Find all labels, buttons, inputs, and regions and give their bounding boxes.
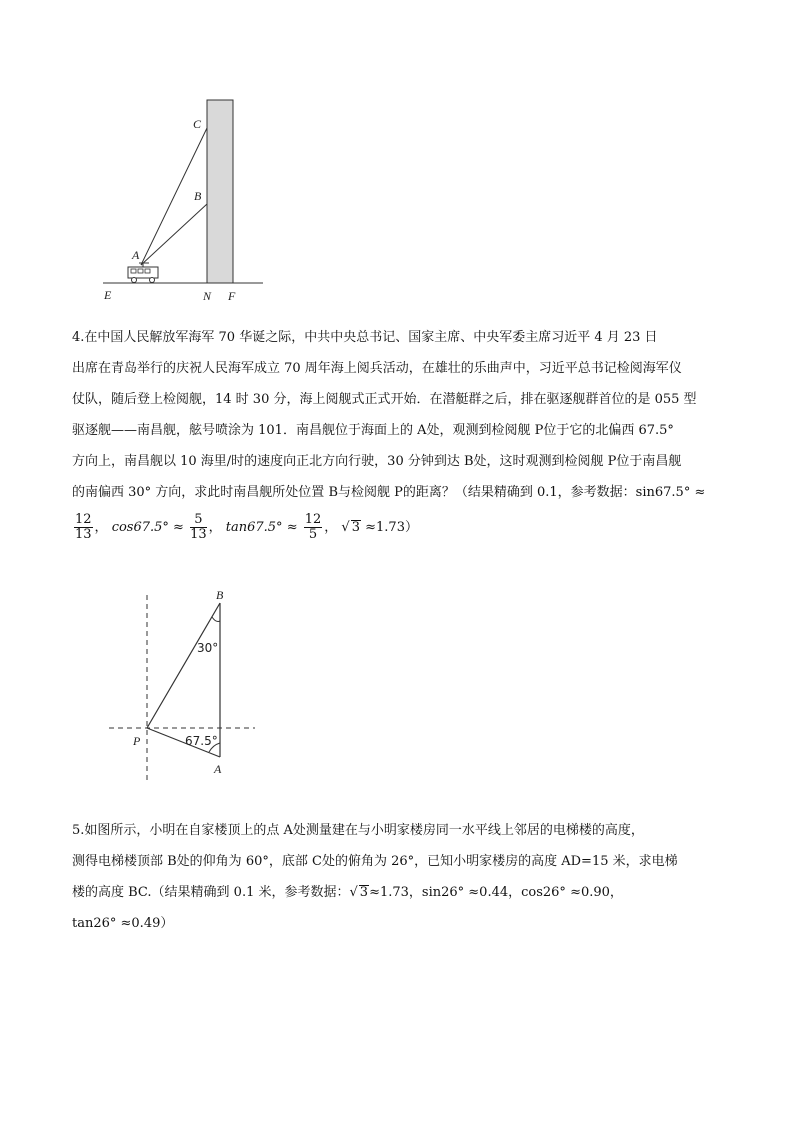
fraction-cos: $\frac{5}{13}$ <box>190 512 207 542</box>
fraction-tan: $\frac{12}{5}$ <box>304 512 322 542</box>
problem-5-line-2: 测得电梯楼顶部 B处的仰角为 60°，底部 C处的俯角为 26°，已知小明家楼房的高度 AD=15 米，求电梯 <box>72 854 678 869</box>
problem-4-line-3: 仗队，随后登上检阅舰，14 时 30 分，海上阅舰式正式开始．在潜艇群之后，排在驱逐舰群首位的是 055 型 <box>72 392 697 407</box>
problem-5-line-3 <box>72 877 732 908</box>
sqrt-symbol: √ <box>349 885 358 900</box>
problem-5-line-3-a: 楼的高度 BC.（结果精确到 0.1 米，参考数据： <box>72 885 350 900</box>
point-label-f: F <box>228 289 236 303</box>
problem-4 <box>72 322 732 548</box>
building-tall <box>207 100 233 283</box>
problem-4-line-2: 出席在青岛举行的庆祝人民海军成立 70 周年海上阅兵活动，在雄壮的乐曲声中，习近平总书记检阅海军仪 <box>72 361 682 376</box>
point-label-b: B <box>194 189 202 203</box>
vehicle-icon <box>128 263 158 283</box>
point-label-n: N <box>203 289 212 303</box>
point-label-p: P <box>133 734 141 748</box>
line-ab <box>141 204 207 265</box>
cos-label: cos67.5° ≈ <box>111 520 184 535</box>
problem-5-line-4: tan26° ≈0.49） <box>72 916 174 931</box>
point-label-e: E <box>104 288 112 302</box>
problem-5-line-1: 5.如图所示，小明在自家楼顶上的点 A处测量建在与小明家楼房同一水平线上邻居的电梯楼的高度， <box>72 823 644 838</box>
problem-5 <box>72 815 732 939</box>
point-label-b: B <box>216 588 224 602</box>
tan-label: tan67.5° ≈ <box>225 520 298 535</box>
line-pb <box>147 603 220 728</box>
problem-4-reference-data: $\frac{12}{13}$ ， cos67.5° ≈ $\frac{5}{13}$ ， tan67.5° ≈ $\frac{12}{5}$ ， √ 3 ≈1.73） <box>75 512 418 542</box>
angle-label-67-5: 67.5° <box>185 734 218 748</box>
angle-label-30: 30° <box>197 641 219 655</box>
problem-4-line-6: 的南偏西 30° 方向，求此时南昌舰所处位置 B与检阅舰 P的距离？（结果精确到 0.1，参考数据：sin67.5° ≈ <box>72 485 706 500</box>
angle-arc-b <box>212 617 220 622</box>
fraction-sin: $\frac{12}{13}$ <box>75 512 92 542</box>
problem-4-line-5: 方向上，南昌舰以 10 海里/时的速度向正北方向行驶，30 分钟到达 B处，这时观测到检阅舰 P位于南昌舰 <box>72 454 682 469</box>
point-label-a: A <box>214 762 222 776</box>
sqrt-radicand: 3 <box>351 520 360 535</box>
problem-4-line-1: 4.在中国人民解放军海军 70 华诞之际，中共中央总书记、国家主席、中央军委主席习近平 4 月 23 日 <box>72 330 658 345</box>
figure-bearing-triangle <box>105 585 265 785</box>
point-label-a: A <box>132 248 140 262</box>
sqrt-approx: ≈1.73） <box>365 520 418 535</box>
figure-building-elevation <box>95 92 275 307</box>
problem-5-line-3-b: ≈1.73，sin26° ≈0.44，cos26° ≈0.90， <box>369 885 623 900</box>
point-label-c: C <box>193 117 202 131</box>
problem-4-line-4: 驱逐舰——南昌舰，舷号喷涂为 101．南昌舰位于海面上的 A处，观测到检阅舰 P位于它的北偏西 67.5° <box>72 423 674 438</box>
sqrt-symbol: √ <box>341 520 350 535</box>
sqrt-radicand: 3 <box>359 885 369 900</box>
